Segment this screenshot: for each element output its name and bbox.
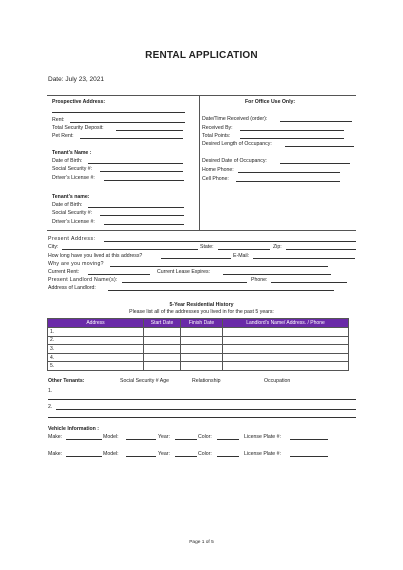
current-rent-label: Current Rent: bbox=[48, 269, 80, 275]
table-cell[interactable] bbox=[144, 328, 181, 337]
cell-phone-label: Cell Phone: bbox=[202, 176, 229, 182]
lease-expires-label: Current Lease Expires: bbox=[157, 269, 211, 275]
vehicle1-make-label: Make: bbox=[48, 434, 63, 440]
landlord-address-field[interactable] bbox=[108, 290, 334, 291]
table-row[interactable] bbox=[48, 328, 349, 337]
dob-label: Date of Birth: bbox=[52, 158, 83, 164]
vehicle2-plate-field[interactable] bbox=[290, 456, 328, 457]
prospective-address-label: Prospective Address: bbox=[52, 99, 106, 105]
table-cell[interactable] bbox=[223, 328, 349, 337]
row-number: 5. bbox=[48, 362, 144, 371]
present-address-field[interactable] bbox=[104, 241, 356, 242]
box-center-divider bbox=[199, 96, 200, 230]
pet-rent-label: Pet Rent: bbox=[52, 133, 74, 139]
pet-rent-field[interactable] bbox=[80, 138, 183, 139]
table-cell[interactable] bbox=[144, 362, 181, 371]
table-row[interactable] bbox=[48, 353, 349, 362]
office-use-heading: For Office Use Only: bbox=[245, 99, 296, 105]
why-moving-field[interactable] bbox=[110, 266, 328, 267]
vehicle2-year-label: Year: bbox=[158, 451, 170, 457]
vehicle-heading: Vehicle Information : bbox=[48, 426, 100, 432]
other-tenants-heading: Other Tenants: bbox=[48, 378, 85, 384]
lease-expires-field[interactable] bbox=[223, 274, 331, 275]
vehicle1-plate-label: License Plate #: bbox=[244, 434, 281, 440]
landlord-names-field[interactable] bbox=[122, 282, 247, 283]
ssn-field[interactable] bbox=[100, 171, 183, 172]
desired-date-field[interactable] bbox=[280, 163, 350, 164]
other-tenant-row-1-label: 1. bbox=[48, 388, 53, 394]
table-cell[interactable] bbox=[144, 336, 181, 345]
vehicle2-make-field[interactable] bbox=[66, 456, 102, 457]
home-phone-field[interactable] bbox=[238, 172, 340, 173]
table-cell[interactable] bbox=[223, 336, 349, 345]
residential-history-table bbox=[47, 318, 349, 371]
dl-field[interactable] bbox=[104, 180, 184, 181]
state-field[interactable] bbox=[218, 249, 270, 250]
other-tenant-row-2-field[interactable] bbox=[56, 409, 356, 410]
rent-field[interactable] bbox=[70, 122, 185, 123]
rent-label: Rent: bbox=[52, 117, 65, 123]
present-address-label: Present Address: bbox=[48, 236, 96, 242]
tenant2-heading: Tenant’s name: bbox=[52, 194, 90, 200]
relationship-header: Relationship bbox=[192, 378, 221, 384]
box-top-border bbox=[47, 95, 356, 96]
received-order-field[interactable] bbox=[280, 121, 352, 122]
box-bottom-border bbox=[47, 230, 356, 231]
column-header-start-date: Start Date bbox=[144, 319, 181, 328]
vehicle1-year-label: Year: bbox=[158, 434, 170, 440]
vehicle2-color-field[interactable] bbox=[217, 456, 239, 457]
vehicle2-model-field[interactable] bbox=[126, 456, 156, 457]
home-phone-label: Home Phone: bbox=[202, 167, 234, 173]
dob2-label: Date of Birth: bbox=[52, 202, 83, 208]
vehicle1-year-field[interactable] bbox=[175, 439, 197, 440]
ssn2-field[interactable] bbox=[100, 215, 184, 216]
column-header-address: Address bbox=[48, 319, 144, 328]
vehicle1-color-label: Color: bbox=[198, 434, 212, 440]
table-row[interactable] bbox=[48, 362, 349, 371]
vehicle2-make-label: Make: bbox=[48, 451, 63, 457]
row-number: 4. bbox=[48, 353, 144, 362]
other-tenant-extra-line[interactable] bbox=[48, 417, 356, 418]
page-footer: Page 1 of 5 bbox=[189, 540, 214, 545]
email-label: E-Mail: bbox=[233, 253, 250, 259]
ssn-label: Social Security #: bbox=[52, 166, 93, 172]
ssn2-label: Social Security #: bbox=[52, 210, 93, 216]
current-rent-field[interactable] bbox=[88, 274, 150, 275]
history-heading: 5-Year Residential History bbox=[169, 302, 234, 308]
other-tenant-row-1-field[interactable] bbox=[48, 399, 356, 400]
total-points-field[interactable] bbox=[240, 138, 344, 139]
vehicle1-model-field[interactable] bbox=[126, 439, 156, 440]
table-header-row bbox=[48, 319, 349, 328]
received-by-field[interactable] bbox=[240, 130, 344, 131]
vehicle1-plate-field[interactable] bbox=[290, 439, 328, 440]
dob2-field[interactable] bbox=[88, 207, 184, 208]
column-header-finish-date: Finish Date bbox=[181, 319, 223, 328]
received-order-label: Date/Time Received (order): bbox=[202, 116, 268, 122]
zip-field[interactable] bbox=[286, 249, 356, 250]
history-instruction: Please list all of the addresses you lived in for the past 5 years: bbox=[129, 309, 274, 315]
vehicle1-color-field[interactable] bbox=[217, 439, 239, 440]
landlord-phone-field[interactable] bbox=[271, 282, 347, 283]
desired-length-field[interactable] bbox=[285, 146, 354, 147]
why-moving-label: Why are you moving? bbox=[48, 261, 104, 267]
landlord-address-label: Address of Landlord: bbox=[48, 285, 96, 291]
security-deposit-label: Total Security Deposit: bbox=[52, 125, 104, 131]
table-cell[interactable] bbox=[223, 345, 349, 354]
row-number: 3. bbox=[48, 345, 144, 354]
desired-length-label: Desired Length of Occupancy: bbox=[202, 141, 272, 147]
table-cell[interactable] bbox=[223, 353, 349, 362]
table-row[interactable] bbox=[48, 345, 349, 354]
vehicle2-model-label: Model: bbox=[103, 451, 119, 457]
state-label: State: bbox=[200, 244, 214, 250]
table-cell[interactable] bbox=[181, 345, 223, 354]
cell-phone-field[interactable] bbox=[236, 181, 340, 182]
row-number: 2. bbox=[48, 336, 144, 345]
dl-label: Driver’s License #: bbox=[52, 175, 95, 181]
vehicle1-model-label: Model: bbox=[103, 434, 119, 440]
table-cell[interactable] bbox=[181, 353, 223, 362]
vehicle2-year-field[interactable] bbox=[175, 456, 197, 457]
how-long-label: How long have you lived at this address? bbox=[48, 253, 143, 259]
column-header-landlord: Landlord’s Name/ Address. / Phone bbox=[223, 319, 349, 328]
dl2-field[interactable] bbox=[104, 224, 184, 225]
row-number: 1. bbox=[48, 328, 144, 337]
ssn-age-header: Social Security # Age bbox=[120, 378, 170, 384]
table-cell[interactable] bbox=[144, 345, 181, 354]
application-date: Date: July 23, 2021 bbox=[48, 76, 105, 83]
page-title: RENTAL APPLICATION bbox=[145, 50, 258, 61]
how-long-field[interactable] bbox=[161, 258, 231, 259]
total-points-label: Total Points: bbox=[202, 133, 231, 139]
received-by-label: Received By: bbox=[202, 125, 233, 131]
table-row[interactable] bbox=[48, 336, 349, 345]
city-label: City: bbox=[48, 244, 59, 250]
table-cell[interactable] bbox=[181, 328, 223, 337]
prospective-address-field[interactable] bbox=[52, 112, 185, 113]
dl2-label: Driver’s License #: bbox=[52, 219, 95, 225]
dob-field[interactable] bbox=[88, 163, 183, 164]
security-deposit-field[interactable] bbox=[116, 130, 183, 131]
other-tenant-row-2-label: 2. bbox=[48, 404, 53, 410]
desired-date-label: Desired Date of Occupancy: bbox=[202, 158, 267, 164]
table-cell[interactable] bbox=[181, 362, 223, 371]
table-cell[interactable] bbox=[223, 362, 349, 371]
landlord-names-label: Present Landlord Name(s): bbox=[48, 277, 118, 283]
vehicle2-color-label: Color: bbox=[198, 451, 212, 457]
landlord-phone-label: Phone: bbox=[251, 277, 268, 283]
email-field[interactable] bbox=[253, 258, 355, 259]
vehicle2-plate-label: License Plate #: bbox=[244, 451, 281, 457]
occupation-header: Occupation bbox=[264, 378, 291, 384]
city-field[interactable] bbox=[62, 249, 198, 250]
vehicle1-make-field[interactable] bbox=[66, 439, 102, 440]
tenant1-heading: Tenant’s Name : bbox=[52, 150, 92, 156]
zip-label: Zip: bbox=[273, 244, 282, 250]
table-cell[interactable] bbox=[144, 353, 181, 362]
table-cell[interactable] bbox=[181, 336, 223, 345]
